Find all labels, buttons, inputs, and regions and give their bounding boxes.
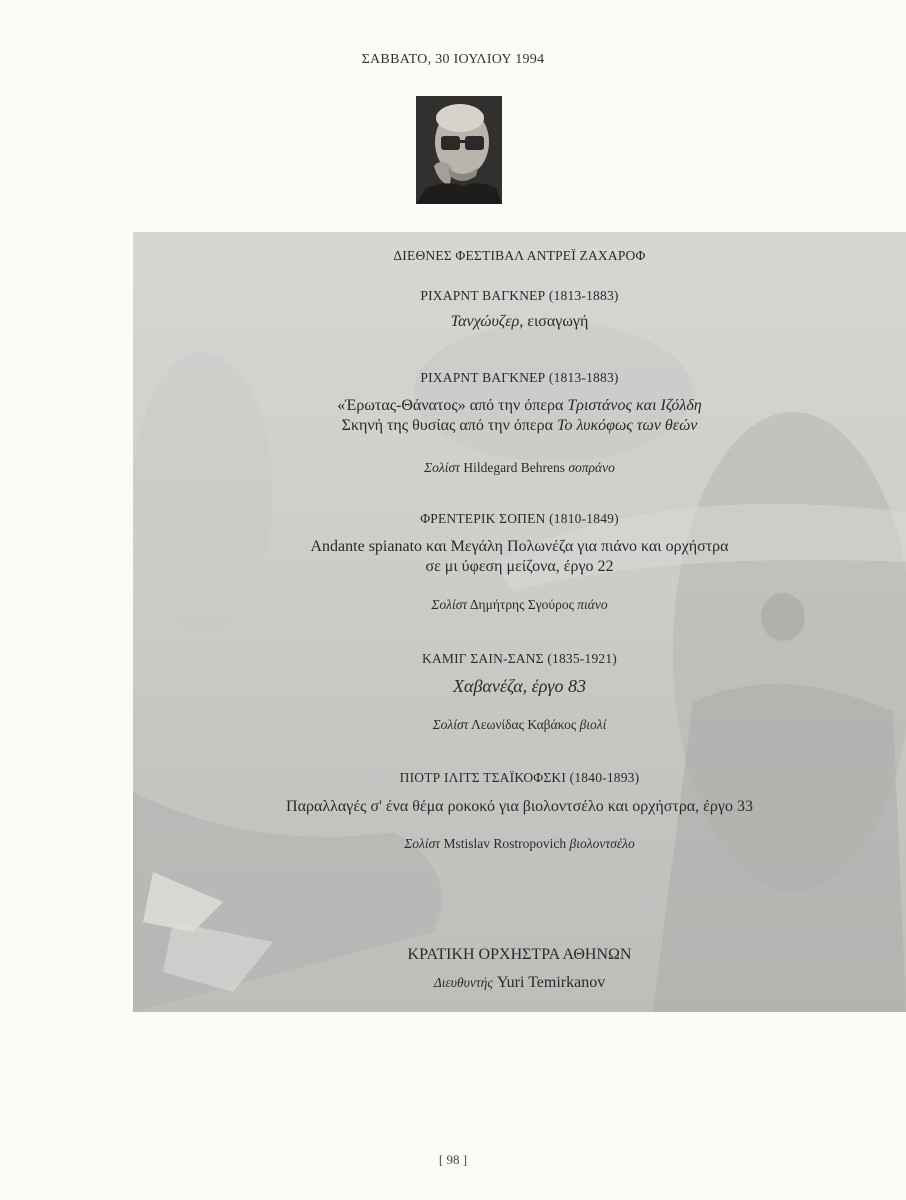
program-panel [133, 232, 906, 1012]
work-tannhauser [133, 313, 906, 331]
work-subtitle: , εισαγωγή [519, 313, 589, 330]
soloist-role: βιολί [579, 717, 607, 732]
soloist-role: σοπράνο [568, 460, 615, 475]
work-havanaise: Χαβανέζα, έργο 83 [453, 676, 586, 696]
composer-wagner-1: ΡΙΧΑΡΝΤ ΒΑΓΚΝΕΡ (1813-1883) [420, 288, 619, 303]
soloist-label: Σολίστ [404, 836, 441, 851]
soloist-name: Hildegard Behrens [460, 460, 569, 475]
soloist-name: Mstislav Rostropovich [440, 836, 570, 851]
conductor-name: Yuri Temirkanov [492, 974, 606, 991]
soloist-sgouros [133, 597, 906, 613]
composer-chopin: ΦΡΕΝΤΕΡΙΚ ΣΟΠΕΝ (1810-1849) [420, 511, 619, 526]
work-text: «Έρωτας-Θάνατος» από την όπερα [337, 397, 568, 414]
orchestra-name: ΚΡΑΤΙΚΗ ΟΡΧΗΣΤΡΑ ΑΘΗΝΩΝ [407, 946, 632, 963]
work-rococo-variations: Παραλλαγές σ' ένα θέμα ροκοκό για βιολοντσέλο και ορχήστρα, έργο 33 [286, 798, 753, 815]
soloist-name: Λεωνίδας Καβάκος [468, 717, 580, 732]
soloist-kavakos [133, 717, 906, 733]
work-chopin-line1: Andante spianato και Μεγάλη Πολωνέζα για πιάνο και ορχήστρα [310, 538, 729, 555]
festival-title: ΔΙΕΘΝΕΣ ΦΕΣΤΙΒΑΛ ΑΝΤΡΕΪ ΖΑΧΑΡΟΦ [393, 248, 646, 263]
work-opera: Τριστάνος και Ιζόλδη [567, 397, 702, 414]
soloist-label: Σολίστ [424, 460, 461, 475]
composer-saint-saens: ΚΑΜΙΓ ΣΑΙΝ-ΣΑΝΣ (1835-1921) [422, 651, 617, 666]
work-chopin-line2: σε μι ύφεση μείζονα, έργο 22 [425, 558, 614, 575]
conductor-line [133, 974, 906, 992]
page-number: [ 98 ] [438, 1152, 468, 1167]
portrait-photo [416, 96, 502, 204]
soloist-name: Δημήτρης Σγούρος [467, 597, 578, 612]
work-gotterdammerung [133, 417, 906, 435]
soloist-label: Σολίστ [431, 597, 468, 612]
soloist-label: Σολίστ [432, 717, 469, 732]
soloist-rostropovich [133, 836, 906, 852]
work-title: Τανχώυζερ [450, 313, 520, 330]
soloist-role: πιάνο [577, 597, 608, 612]
composer-tchaikovsky: ΠΙΟΤΡ ΙΛΙΤΣ ΤΣΑΪΚΟΦΣΚΙ (1840-1893) [399, 770, 640, 785]
composer-wagner-2: ΡΙΧΑΡΝΤ ΒΑΓΚΝΕΡ (1813-1883) [420, 370, 619, 385]
work-opera: Το λυκόφως των θεών [557, 417, 698, 434]
soloist-role: βιολοντσέλο [569, 836, 635, 851]
work-text: Σκηνή της θυσίας από την όπερα [341, 417, 558, 434]
work-tristan [133, 397, 906, 415]
conductor-label: Διευθυντής [433, 975, 493, 990]
page-date: ΣΑΒΒΑΤΟ, 30 ΙΟΥΛΙΟΥ 1994 [361, 52, 545, 67]
soloist-behrens [133, 460, 906, 476]
